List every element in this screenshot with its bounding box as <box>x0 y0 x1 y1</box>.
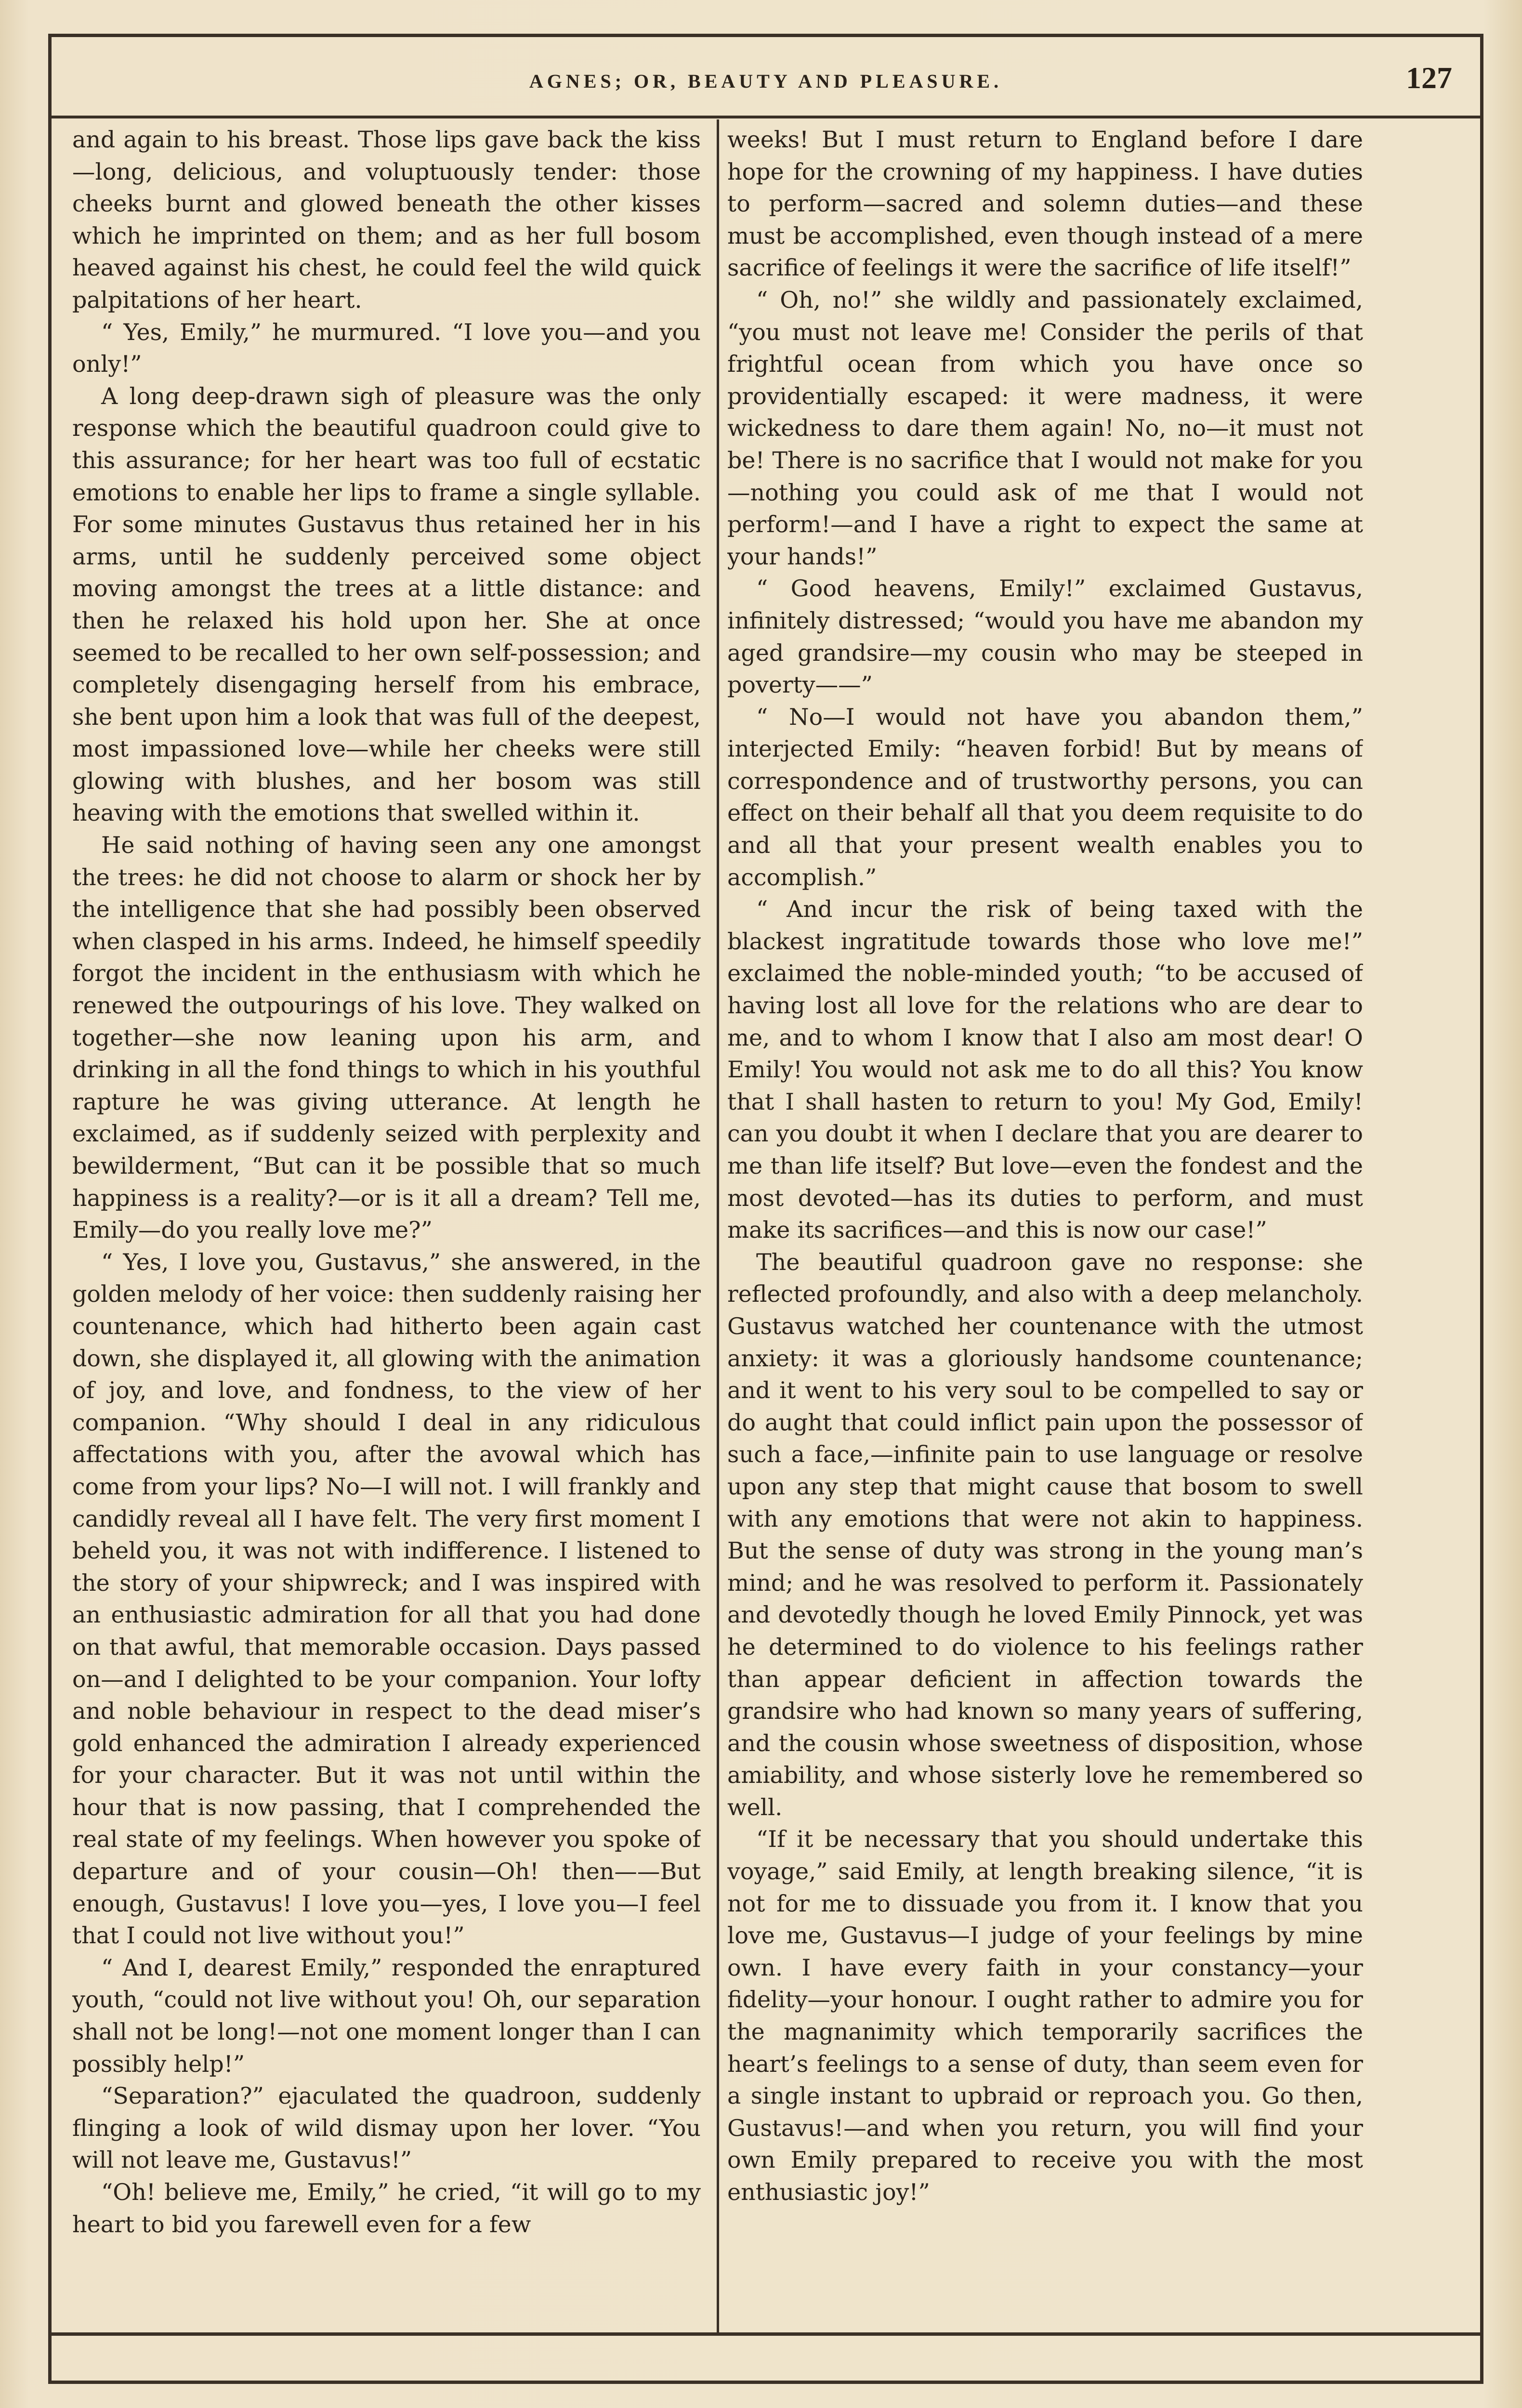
paragraph: “Separation?” ejaculated the quadroon, suddenly flinging a look of wild dismay upon her lover. “You will not leave me, Gustavus!” <box>72 2083 701 2174</box>
paragraph: and again to his breast. Those lips gave back the kiss—long, delicious, and voluptuously tender: those cheeks burnt and glowed beneath the other kisses which he imprinted on them; and as her full bosom heaved against his chest, he could feel the wild quick palpitations of her heart. <box>72 127 701 314</box>
paragraph: “If it be necessary that you should undertake this voyage,” said Emily, at length breaking silence, “it is not for me to dissuade you from it. I know that you love me, Gustavus—I judge of your feelings by mine own. I have every faith in your constancy—your fidelity—your honour. I ought rather to admire you for the magnanimity which temporarily sacrifices the heart’s feelings to a sense of duty, than seem even for a single instant to upbraid or reproach you. Go then, Gustavus!—and when you return, you will find your own Emily prepared to receive you with the most enthusiastic joy!” <box>727 1826 1363 2206</box>
page-header <box>48 55 1483 104</box>
page-number: 127 <box>1406 61 1452 95</box>
paragraph: He said nothing of having seen any one amongst the trees: he did not choose to alarm or shock her by the intelligence that she had possibly been observed when clasped in his arms. Indeed, he himself speedily forgot the incident in the enthusiasm with which he renewed the outpourings of his love. They walked on together—she now leaning upon his arm, and drinking in all the fond things to which in his youthful rapture he was giving utterance. At length he exclaimed, as if suddenly seized with perplexity and bewilderment, “But can it be possible that so much happiness is a reality?—or is it all a dream? Tell me, Emily—do you really love me?” <box>72 832 701 1244</box>
right-column <box>727 124 1363 2328</box>
paragraph: “ And incur the risk of being taxed with the blackest ingratitude towards those who love me!” exclaimed the noble-minded youth; “to be accused of having lost all love for the relations who are dear to me, and to whom I know that I also am most dear! O Emily! You would not ask me to do all this? You know that I shall hasten to return to you! My God, Emily! can you doubt it when I declare that you are dearer to me than life itself? But love—even the fondest and the most devoted—has its duties to perform, and must make its sacrifices—and this is now our case!” <box>727 896 1363 1244</box>
running-title: AGNES; OR, BEAUTY AND PLEASURE. <box>529 70 1003 92</box>
column-divider <box>717 119 719 2332</box>
paragraph: “ No—I would not have you abandon them,” interjected Emily: “heaven forbid! But by means of correspondence and of trustworthy persons, you can effect on their behalf all that you deem requisite to do and all that your present wealth enables you to accomplish.” <box>727 704 1363 891</box>
paragraph: “Oh! believe me, Emily,” he cried, “it will go to my heart to bid you farewell even for a few <box>72 2179 701 2238</box>
paragraph: “ Good heavens, Emily!” exclaimed Gustavus, infinitely distressed; “would you have me abandon my aged grandsire—my cousin who may be steeped in poverty——” <box>727 576 1363 699</box>
paragraph: The beautiful quadroon gave no response: she reflected profoundly, and also with a deep melancholy. Gustavus watched her countenance with the utmost anxiety: it was a gloriously handsome countenance; and it went to his very soul to be compelled to say or do aught that could inflict pain upon the possessor of such a face,—infinite pain to use language or resolve upon any step that might cause that bosom to swell with any emotions that were not akin to happiness. But the sense of duty was strong in the young man’s mind; and he was resolved to perform it. Passionately and devotedly though he loved Emily Pinnock, yet was he determined to do violence to his feelings rather than appear deficient in affection towards the grandsire who had known so many years of suffering, and the cousin whose sweetness of disposition, whose amiability, and whose sisterly love he remembered so well. <box>727 1249 1363 1821</box>
left-column <box>72 124 701 2328</box>
paragraph: “ Oh, no!” she wildly and passionately exclaimed, “you must not leave me! Consider the perils of that frightful ocean from which you have once so providentially escaped: it were madness, it were wickedness to dare them again! No, no—it must not be! There is no sacrifice that I would not make for you—nothing you could ask of me that I would not perform!—and I have a right to expect the same at your hands!” <box>727 287 1363 570</box>
footer-rule <box>48 2332 1483 2336</box>
header-rule <box>48 116 1483 118</box>
paragraph: weeks! But I must return to England before I dare hope for the crowning of my happiness. I have duties to perform—sacred and solemn duties—and these must be accomplished, even though instead of a mere sacrifice of feelings it were the sacrifice of life itself!” <box>727 127 1363 282</box>
paragraph: “ Yes, I love you, Gustavus,” she answered, in the golden melody of her voice: then suddenly raising her countenance, which had hitherto been again cast down, she displayed it, all glowing with the animation of joy, and love, and fondness, to the view of her companion. “Why should I deal in any ridiculous affectations with you, after the avowal which has come from your lips? No—I will not. I will frankly and candidly reveal all I have felt. The very first moment I beheld you, it was not with indifference. I listened to the story of your shipwreck; and I was inspired with an enthusiastic admiration for all that you had done on that awful, that memorable occasion. Days passed on—and I delighted to be your companion. Your lofty and noble behaviour in respect to the dead miser’s gold enhanced the admiration I already experienced for your character. But it was not until within the hour that is now passing, that I comprehended the real state of my feelings. When however you spoke of departure and of your cousin—Oh! then——But enough, Gustavus! I love you—yes, I love you—I feel that I could not live without you!” <box>72 1249 701 1950</box>
paragraph: A long deep-drawn sigh of pleasure was the only response which the beautiful quadroon could give to this assurance; for her heart was too full of ecstatic emotions to enable her lips to frame a single syllable. For some minutes Gustavus thus retained her in his arms, until he suddenly perceived some object moving amongst the trees at a little distance: and then he relaxed his hold upon her. She at once seemed to be recalled to her own self-possession; and completely disengaging herself from his embrace, she bent upon him a look that was full of the deepest, most impassioned love—while her cheeks were still glowing with blushes, and her bosom was still heaving with the emotions that swelled within it. <box>72 383 701 827</box>
paragraph: “ And I, dearest Emily,” responded the enraptured youth, “could not live without you! Oh, our separation shall not be long!—not one moment longer than I can possibly help!” <box>72 1954 701 2078</box>
paragraph: “ Yes, Emily,” he murmured. “I love you—and you only!” <box>72 319 701 378</box>
